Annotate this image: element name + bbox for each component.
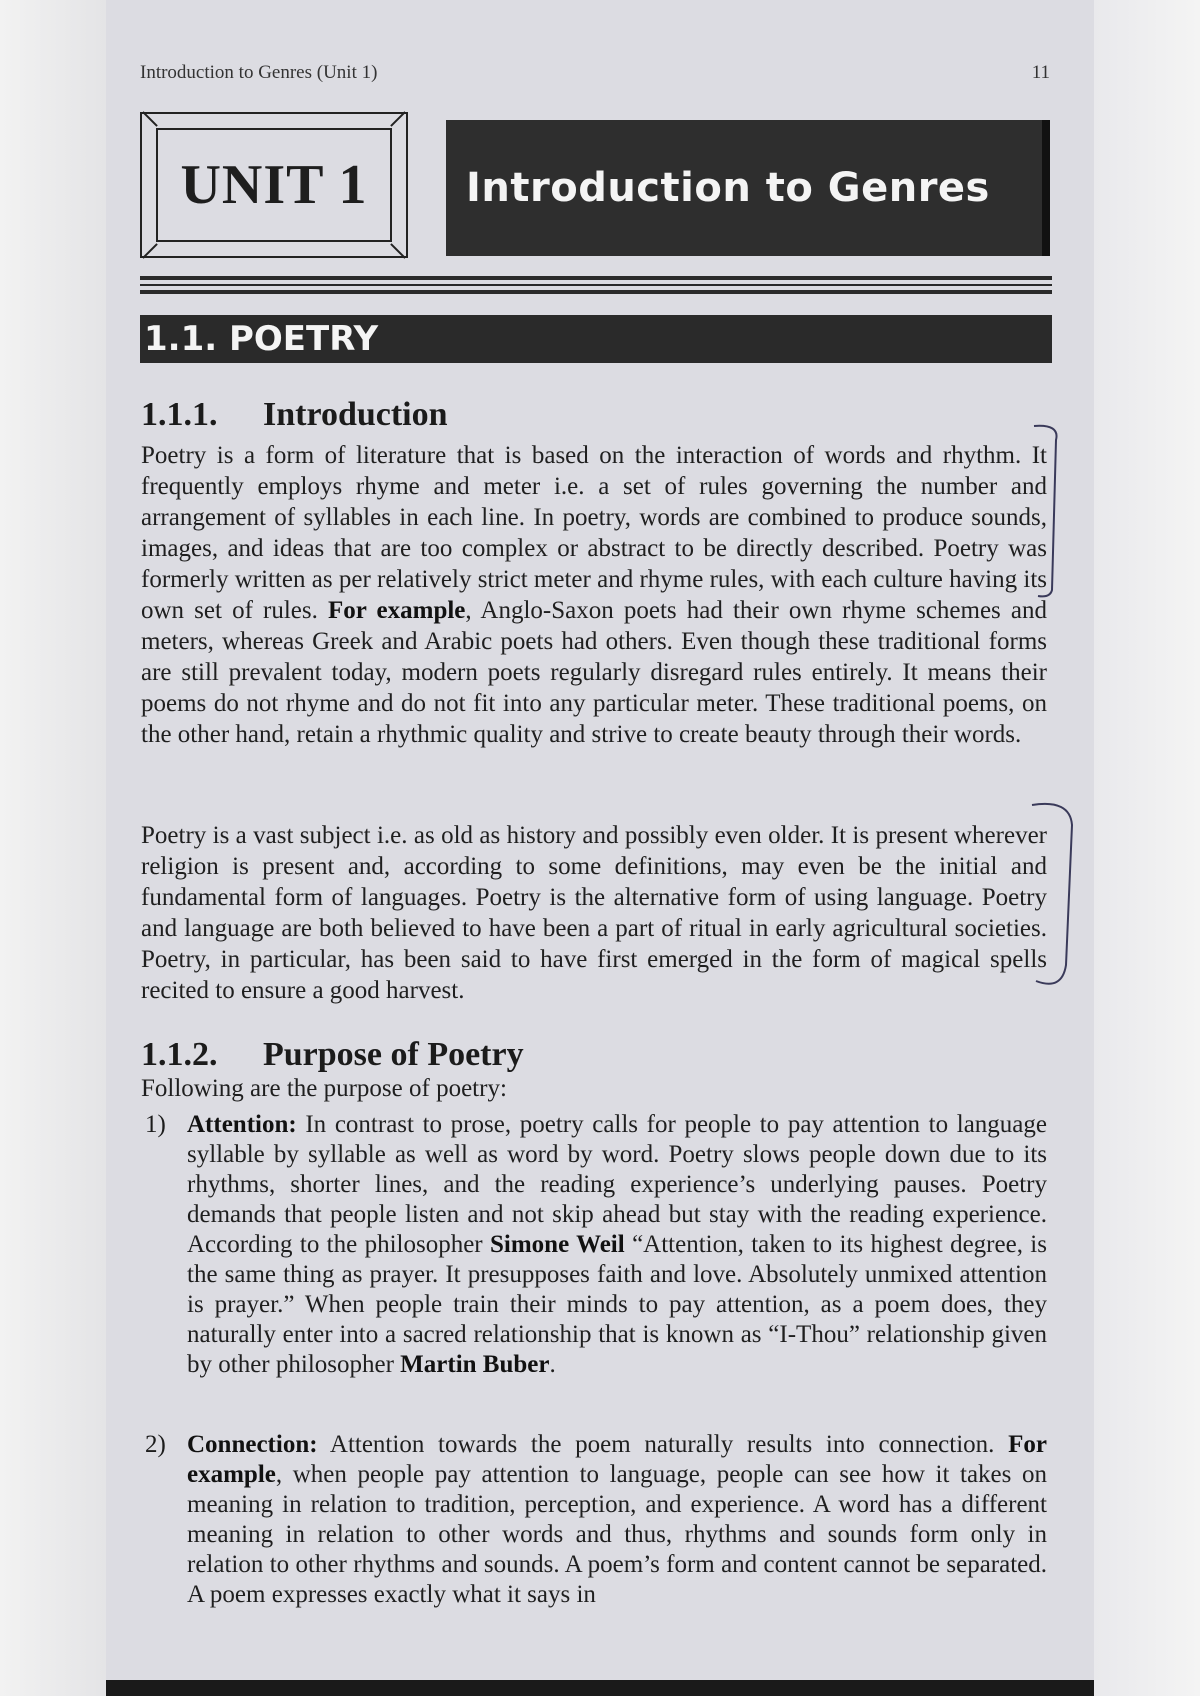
page-right-margin: [1094, 0, 1200, 1696]
bold-phrase: For example: [187, 1431, 1047, 1488]
bold-name: Martin Buber: [400, 1351, 550, 1378]
page-left-margin: [0, 0, 106, 1696]
list-item-text: .: [549, 1351, 556, 1378]
list-marker: 2): [145, 1431, 166, 1458]
section-heading-bar: [140, 315, 1052, 363]
list-item-text: In contrast to prose, poetry calls for people to pay attention to language syllable by syllable as well as word by word. Poetry slows people down due to its rhythms, shorter lines, and the reading experience’s underlying pauses. Poetry demands that people listen and not skip ahead but stay with the reading experience. According to the philosopher: [187, 1111, 1047, 1258]
list-marker: 1): [145, 1111, 166, 1138]
divider-rule-top: [140, 276, 1052, 280]
subsection-number: 1.1.1.: [141, 396, 218, 433]
intro-paragraph-1: [141, 440, 1047, 750]
list-item-text: , when people pay attention to language, people can see how it takes on meaning in relation to tradition, perception, and experience. A word has a different meaning in relation to other words and thus, rhythms and sounds form only in relation to other rhythms and sounds. A poem’s form and content cannot be separated. A poem expresses exactly what it says in: [187, 1461, 1047, 1608]
bold-name: Simone Weil: [490, 1231, 625, 1258]
list-item-text: “Attention, taken to its highest degree, is the same thing as prayer. It presupposes faith and love. Absolutely unmixed attention is prayer.” When people train their minds to pay attention, as a poem does, they naturally enter into a sacred relationship that is known as “I-Thou” relationship given by other philosopher: [187, 1231, 1047, 1378]
subsection-number: 1.1.2.: [141, 1036, 218, 1073]
running-header: [140, 62, 1050, 84]
running-title: Introduction to Genres (Unit 1): [140, 62, 378, 83]
section-heading: 1.1. POETRY: [144, 319, 379, 359]
divider-rule-bottom: [140, 290, 1052, 294]
unit-label: UNIT 1: [156, 128, 392, 242]
handwritten-bracket-1: [1030, 420, 1070, 600]
bold-phrase: For example: [328, 597, 466, 624]
purpose-lead: [141, 1073, 1047, 1104]
list-item-attention: [141, 1110, 1047, 1380]
list-item-title: Attention:: [187, 1111, 297, 1138]
intro-paragraph-2: [141, 820, 1047, 1006]
paragraph-text: Poetry is a vast subject i.e. as old as history and possibly even older. It is present wherever religion is present and, according to some definitions, may even be the initial and fundamental form of languages. Poetry is the alternative form of using language. Poetry and language are both believed to have been a part of ritual in early agricultural societies. Poetry, in particular, has been said to have first emerged in the form of magical spells recited to ensure a good harvest.: [141, 822, 1047, 1004]
subsection-heading-introduction: [141, 396, 448, 434]
paragraph-text: , Anglo-Saxon poets had their own rhyme schemes and meters, whereas Greek and Arabic poets had others. Even though these traditional forms are still prevalent today, modern poets regularly disregard rules entirely. It means their poems do not rhyme and do not fit into any particular meter. These traditional poems, on the other hand, retain a rhythmic quality and strive to create beauty through their words.: [141, 597, 1047, 748]
list-item-text: Attention towards the poem naturally results into connection.: [317, 1431, 1009, 1458]
page-bottom-edge: [106, 1680, 1094, 1696]
list-item-body: [187, 1430, 1047, 1610]
unit-title: Introduction to Genres: [466, 165, 990, 211]
list-item-body: [187, 1110, 1047, 1380]
list-item-connection: [141, 1430, 1047, 1610]
unit-label-box: [140, 112, 408, 258]
page-number: 11: [1031, 62, 1050, 83]
unit-title-box: [446, 120, 1050, 256]
subsection-title: Purpose of Poetry: [263, 1036, 524, 1073]
subsection-heading-purpose: [141, 1036, 524, 1074]
paragraph-text: Following are the purpose of poetry:: [141, 1075, 507, 1102]
handwritten-bracket-2: [1030, 795, 1080, 995]
list-item-title: Connection:: [187, 1431, 318, 1458]
divider-rule-middle: [140, 284, 1052, 286]
paragraph-text: Poetry is a form of literature that is based on the interaction of words and rhythm. It frequently employs rhyme and meter i.e. a set of rules governing the number and arrangement of syllables in each line. In poetry, words are combined to produce sounds, images, and ideas that are too complex or abstract to be directly described. Poetry was formerly written as per relatively strict meter and rhyme rules, with each culture having its own set of rules.: [141, 442, 1047, 624]
subsection-title: Introduction: [263, 396, 448, 433]
